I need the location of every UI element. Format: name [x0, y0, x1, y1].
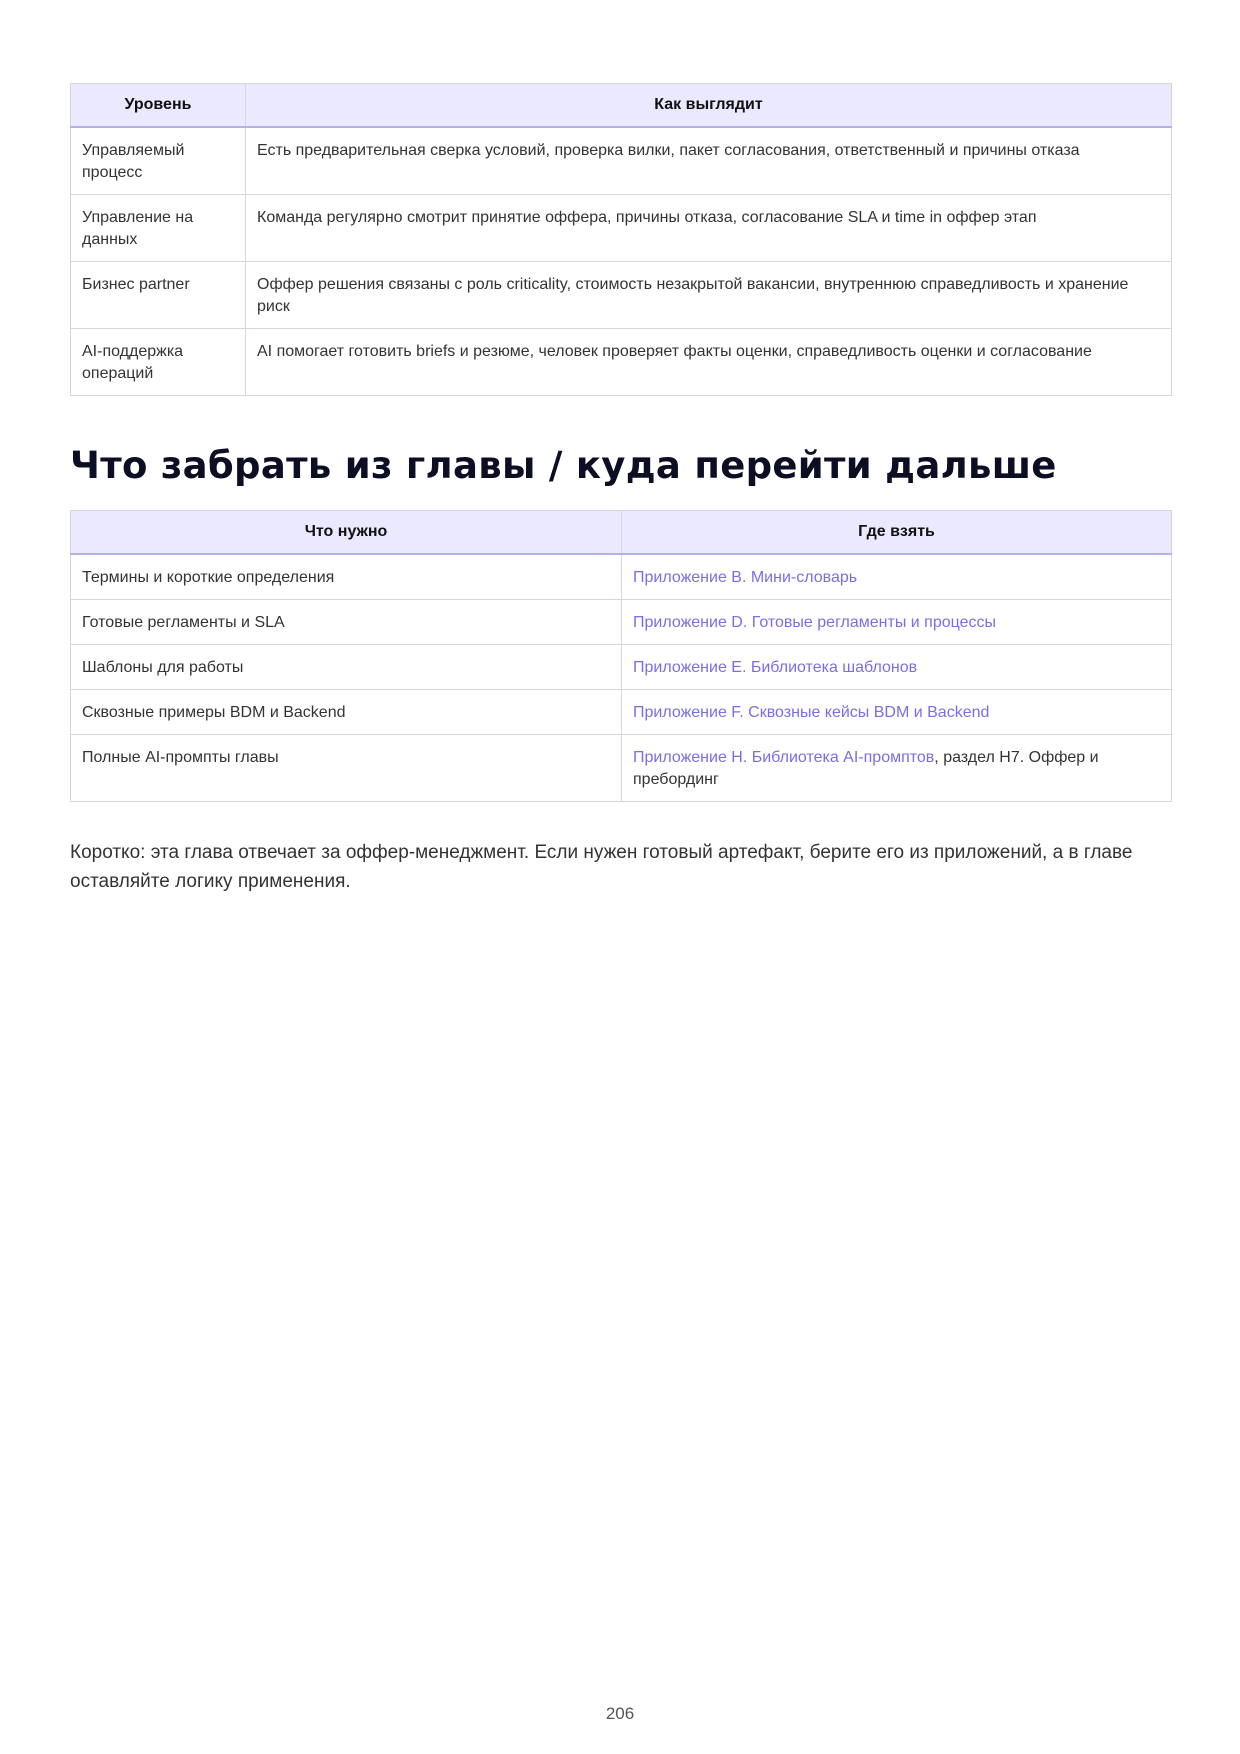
need-cell: Готовые регламенты и SLA [71, 600, 622, 645]
source-cell [622, 690, 1172, 735]
description-cell: Есть предварительная сверка условий, проверка вилки, пакет согласования, ответственный и причины отказа [246, 127, 1172, 195]
appendix-link[interactable]: Приложение E. Библиотека шаблонов [633, 659, 918, 676]
appendix-link[interactable]: Приложение F. Сквозные кейсы BDM и Backend [633, 704, 990, 721]
need-cell: Полные AI-промпты главы [71, 735, 622, 802]
description-cell: Команда регулярно смотрит принятие оффера, причины отказа, согласование SLA и time in оффер этап [246, 195, 1172, 262]
source-cell [622, 600, 1172, 645]
appendix-link[interactable]: Приложение D. Готовые регламенты и процессы [633, 614, 997, 631]
description-cell: AI помогает готовить briefs и резюме, человек проверяет факты оценки, справедливость оценки и согласование [246, 329, 1172, 396]
column-header-level: Уровень [71, 84, 246, 128]
description-cell: Оффер решения связаны с роль criticality, стоимость незакрытой вакансии, внутреннюю справедливость и хранение риск [246, 262, 1172, 329]
need-cell: Сквозные примеры BDM и Backend [71, 690, 622, 735]
level-cell: AI-поддержка операций [71, 329, 246, 396]
level-cell: Бизнес partner [71, 262, 246, 329]
column-header-need: Что нужно [71, 511, 622, 555]
appendix-link[interactable]: Приложение H. Библиотека AI-промптов [633, 749, 935, 766]
links-table [70, 510, 1172, 802]
source-cell [622, 735, 1172, 802]
appendix-link[interactable]: Приложение B. Мини-словарь [633, 569, 858, 586]
level-cell: Управляемый процесс [71, 127, 246, 195]
table-row [71, 127, 1172, 195]
section-title: Что забрать из главы / куда перейти дальше [70, 444, 1057, 487]
table-row [71, 690, 1172, 735]
table-row [71, 600, 1172, 645]
links-table-header [71, 511, 1172, 555]
page-content [70, 83, 1172, 915]
table-row [71, 329, 1172, 396]
column-header-description: Как выглядит [246, 84, 1172, 128]
table-row [71, 645, 1172, 690]
table-row [71, 554, 1172, 600]
source-cell [622, 645, 1172, 690]
levels-table [70, 83, 1172, 396]
table-row [71, 262, 1172, 329]
link-suffix: , раздел H7. Оффер и пребординг [633, 749, 1099, 788]
need-cell: Шаблоны для работы [71, 645, 622, 690]
level-cell: Управление на данных [71, 195, 246, 262]
source-cell [622, 554, 1172, 600]
page-number: 206 [605, 1704, 635, 1723]
table-row [71, 195, 1172, 262]
need-cell: Термины и короткие определения [71, 554, 622, 600]
summary-paragraph: Коротко: эта глава отвечает за оффер-менеджмент. Если нужен готовый артефакт, берите его из приложений, а в главе оставляйте логику применения. [70, 842, 1133, 892]
table-row [71, 735, 1172, 802]
column-header-source: Где взять [622, 511, 1172, 555]
levels-table-header [71, 84, 1172, 128]
